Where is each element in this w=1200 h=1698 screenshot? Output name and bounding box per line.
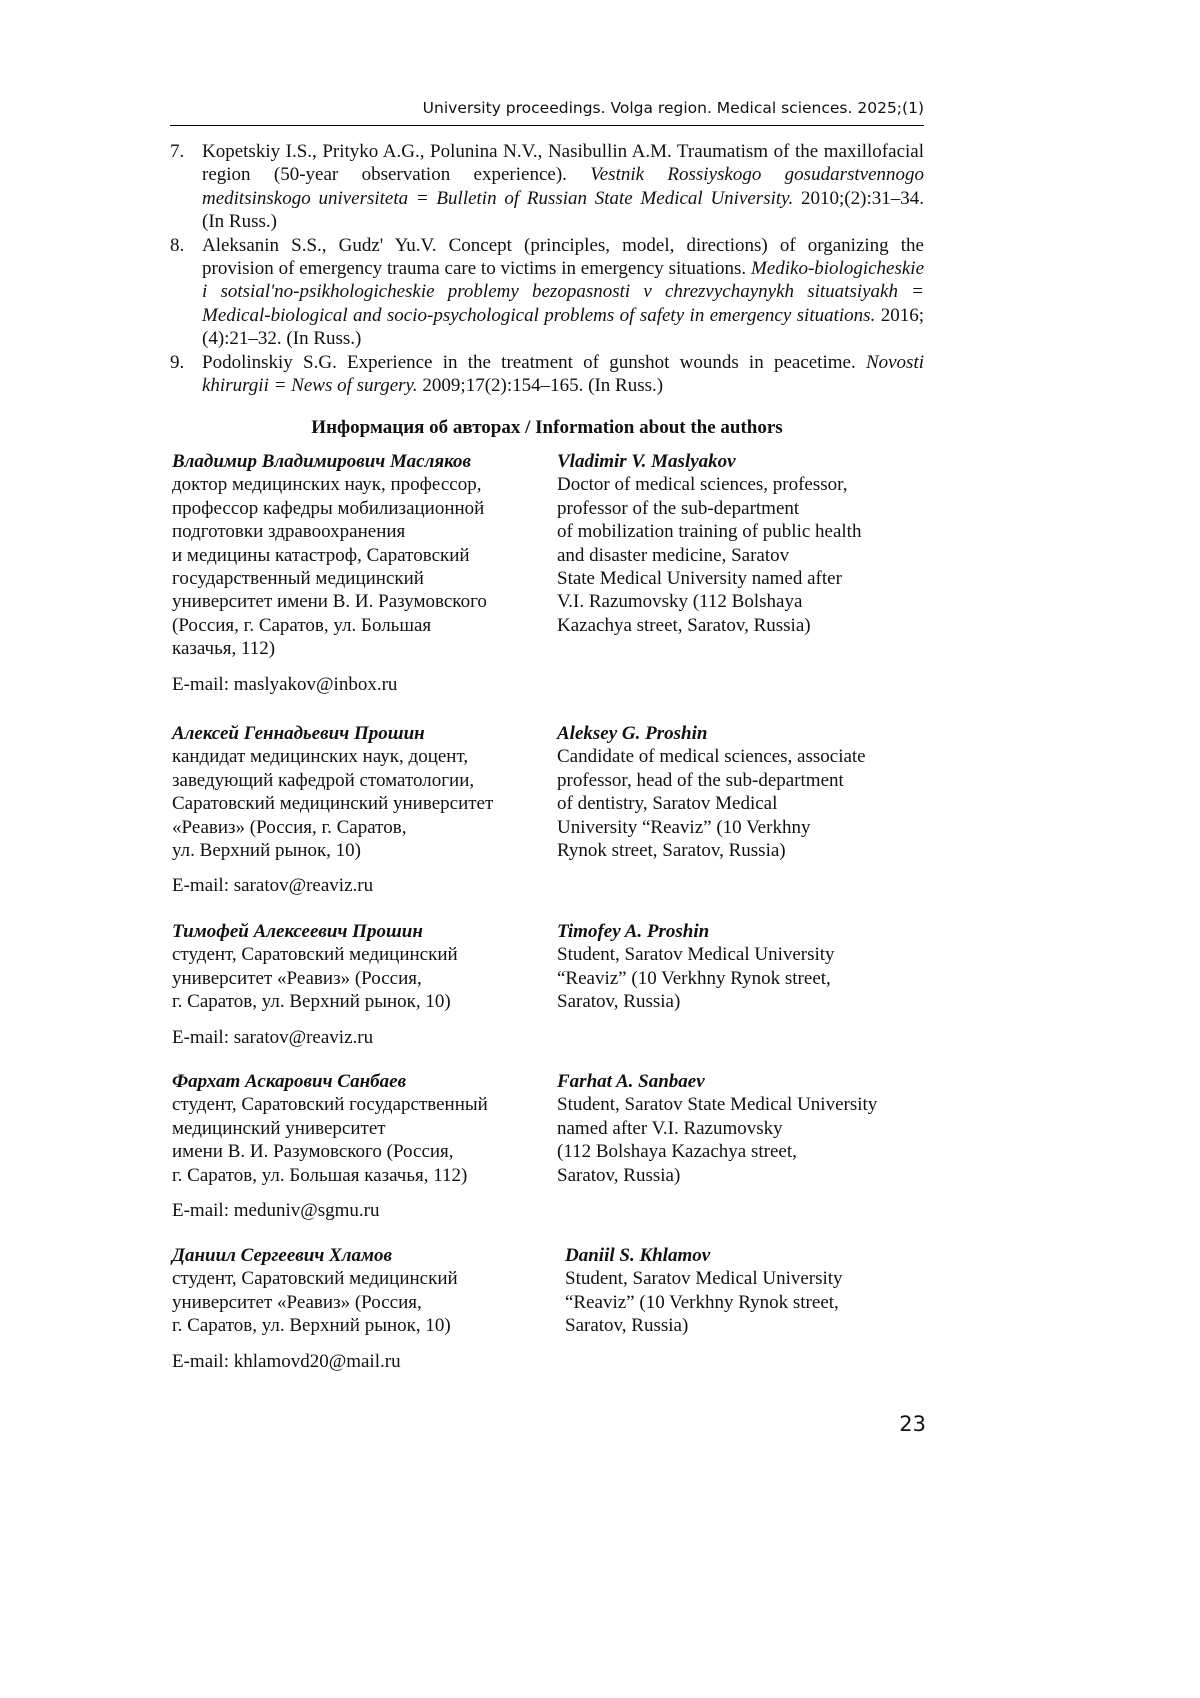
author-email: E-mail: saratov@reaviz.ru bbox=[172, 1026, 374, 1048]
author-ru-column bbox=[172, 450, 557, 661]
author-affiliation-ru-line: профессор кафедры мобилизационной bbox=[172, 497, 485, 519]
author-affiliation-en-line: Kazachya street, Saratov, Russia) bbox=[557, 614, 811, 636]
author-affiliation-ru-line: ул. Верхний рынок, 10) bbox=[172, 840, 361, 862]
authors-section-title: Информация об авторах / Information about the authors bbox=[311, 417, 783, 438]
reference-journal: Vestnik Rossiyskogo gosudarstvennogo meditsinskogo universiteta = Bulletin of Russian State Medical University. bbox=[202, 164, 925, 209]
author-affiliation-ru-line: кандидат медицинских наук, доцент, bbox=[172, 746, 469, 768]
author-affiliation-en-line: named after V.I. Razumovsky bbox=[557, 1117, 783, 1139]
author-affiliation-ru-line: государственный медицинский bbox=[172, 568, 424, 590]
author-en-column bbox=[557, 920, 927, 1014]
author-name-ru: Владимир Владимирович Масляков bbox=[172, 451, 472, 472]
author-affiliation-en-line: of dentistry, Saratov Medical bbox=[557, 793, 778, 815]
author-affiliation-en-line: of mobilization training of public health bbox=[557, 521, 862, 543]
author-affiliation-ru-line: университет «Реавиз» (Россия, bbox=[172, 967, 422, 989]
page-number: 23 bbox=[899, 1412, 926, 1436]
author-affiliation-en-line: professor, head of the sub-department bbox=[557, 769, 844, 791]
author-en-column bbox=[557, 1070, 927, 1187]
author-affiliation-ru-line: имени В. И. Разумовского (Россия, bbox=[172, 1141, 454, 1163]
author-affiliation-ru-line: «Реавиз» (Россия, г. Саратов, bbox=[172, 816, 407, 838]
author-email: E-mail: khlamovd20@mail.ru bbox=[172, 1350, 401, 1372]
author-ru-column bbox=[172, 1070, 557, 1187]
author-affiliation-en-line: “Reaviz” (10 Verkhny Rynok street, bbox=[565, 1291, 839, 1313]
author-name-ru: Даниил Сергеевич Хламов bbox=[172, 1245, 392, 1266]
author-affiliation-ru-line: университет имени В. И. Разумовского bbox=[172, 591, 487, 613]
author-affiliation-en-line: Student, Saratov State Medical University bbox=[557, 1094, 878, 1116]
reference-details: 2016;(4):21–32. (In Russ.) bbox=[202, 304, 924, 350]
author-email: E-mail: meduniv@sgmu.ru bbox=[172, 1200, 380, 1222]
author-affiliation-ru-line: доктор медицинских наук, профессор, bbox=[172, 474, 482, 496]
author-ru-column bbox=[172, 920, 557, 1014]
author-affiliation-en-line: (112 Bolshaya Kazachya street, bbox=[557, 1141, 797, 1163]
author-email: E-mail: saratov@reaviz.ru bbox=[172, 875, 374, 897]
author-name-ru: Фархат Аскарович Санбаев bbox=[172, 1071, 407, 1092]
reference-number: 9. bbox=[170, 351, 185, 373]
author-affiliation-ru-line: университет «Реавиз» (Россия, bbox=[172, 1291, 422, 1313]
author-affiliation-ru-line: г. Саратов, ул. Верхний рынок, 10) bbox=[172, 991, 451, 1013]
author-name-ru: Тимофей Алексеевич Прошин bbox=[172, 921, 423, 942]
author-affiliation-en-line: professor of the sub-department bbox=[557, 497, 800, 519]
reference-text bbox=[202, 234, 924, 351]
author-affiliation-ru-line: студент, Саратовский медицинский bbox=[172, 944, 458, 966]
author-affiliation-ru-line: г. Саратов, ул. Верхний рынок, 10) bbox=[172, 1315, 451, 1337]
author-affiliation-en-line: Saratov, Russia) bbox=[557, 1164, 681, 1186]
author-affiliation-ru-line: (Россия, г. Саратов, ул. Большая bbox=[172, 614, 432, 636]
author-affiliation-en-line: Rynok street, Saratov, Russia) bbox=[557, 840, 786, 862]
author-en-column bbox=[557, 722, 927, 862]
author-affiliation-ru-line: студент, Саратовский государственный bbox=[172, 1094, 488, 1116]
reference-text bbox=[202, 140, 924, 234]
author-ru-column bbox=[172, 1244, 557, 1338]
author-name-en: Farhat A. Sanbaev bbox=[557, 1071, 705, 1092]
reference-number: 7. bbox=[170, 141, 185, 162]
reference-item bbox=[170, 234, 924, 351]
reference-list bbox=[170, 140, 924, 397]
author-affiliation-en-line: and disaster medicine, Saratov bbox=[557, 544, 790, 566]
author-affiliation-ru-line: Саратовский медицинский университет bbox=[172, 793, 494, 815]
author-name-en: Vladimir V. Maslyakov bbox=[557, 451, 736, 472]
author-affiliation-ru-line: и медицины катастроф, Саратовский bbox=[172, 544, 470, 566]
author-affiliation-ru-line: медицинский университет bbox=[172, 1117, 386, 1139]
author-block bbox=[172, 920, 932, 1049]
reference-journal: Novosti khirurgii = News of surgery. bbox=[202, 351, 924, 397]
reference-number: 8. bbox=[170, 234, 185, 256]
reference-item bbox=[170, 140, 924, 234]
author-block bbox=[172, 450, 932, 696]
author-en-column bbox=[557, 450, 927, 661]
author-email: E-mail: maslyakov@inbox.ru bbox=[172, 673, 398, 695]
author-en-column bbox=[557, 1244, 935, 1338]
author-affiliation-ru-line: студент, Саратовский медицинский bbox=[172, 1268, 458, 1290]
reference-item bbox=[170, 351, 924, 398]
author-block bbox=[172, 1070, 932, 1222]
author-affiliation-en-line: Candidate of medical sciences, associate bbox=[557, 746, 866, 768]
author-affiliation-en-line: Student, Saratov Medical University bbox=[565, 1268, 843, 1290]
reference-details: 2010;(2):31–34. (In Russ.) bbox=[202, 187, 924, 233]
author-affiliation-ru-line: казачья, 112) bbox=[172, 638, 276, 660]
author-affiliation-en-line: “Reaviz” (10 Verkhny Rynok street, bbox=[557, 967, 831, 989]
reference-authors-title: Podolinskiy S.G. Experience in the treatment of gunshot wounds in peacetime. bbox=[202, 351, 856, 373]
author-affiliation-en-line: Saratov, Russia) bbox=[557, 991, 681, 1013]
author-affiliation-en-line: Doctor of medical sciences, professor, bbox=[557, 474, 848, 496]
author-name-ru: Алексей Геннадьевич Прошин bbox=[172, 723, 425, 744]
reference-authors-title: Kopetskiy I.S., Prityko A.G., Polunina N.V., Nasibullin A.M. Traumatism of the maxillofacial region (50-year observation experience). bbox=[202, 141, 924, 186]
reference-authors-title: Aleksanin S.S., Gudz' Yu.V. Concept (principles, model, directions) of organizing the provision of emergency trauma care to victims in emergency situations. bbox=[202, 234, 924, 280]
author-affiliation-en-line: Saratov, Russia) bbox=[565, 1315, 689, 1337]
author-ru-column bbox=[172, 722, 557, 862]
author-affiliation-en-line: University “Reaviz” (10 Verkhny bbox=[557, 816, 811, 838]
author-name-en: Timofey A. Proshin bbox=[557, 921, 710, 942]
author-block bbox=[172, 722, 932, 898]
author-name-en: Daniil S. Khlamov bbox=[565, 1245, 711, 1266]
reference-text bbox=[202, 351, 924, 398]
author-affiliation-en-line: State Medical University named after bbox=[557, 568, 842, 590]
author-block bbox=[172, 1244, 932, 1373]
author-affiliation-ru-line: подготовки здравоохранения bbox=[172, 521, 406, 543]
reference-details: 2009;17(2):154–165. (In Russ.) bbox=[422, 375, 664, 397]
author-name-en: Aleksey G. Proshin bbox=[557, 723, 708, 744]
author-affiliation-en-line: V.I. Razumovsky (112 Bolshaya bbox=[557, 591, 803, 613]
author-affiliation-ru-line: г. Саратов, ул. Большая казачья, 112) bbox=[172, 1164, 468, 1186]
author-affiliation-ru-line: заведующий кафедрой стоматологии, bbox=[172, 769, 475, 791]
author-affiliation-en-line: Student, Saratov Medical University bbox=[557, 944, 835, 966]
running-header: University proceedings. Volga region. Medical sciences. 2025;(1) bbox=[170, 96, 924, 126]
reference-journal: Mediko-biologicheskie i sotsial'no-psikhologicheskie problemy bezopasnosti v chrezvychaynykh situatsiyakh = Medical-biological and socio-psychological problems of safety in emergency situations. bbox=[202, 258, 925, 326]
